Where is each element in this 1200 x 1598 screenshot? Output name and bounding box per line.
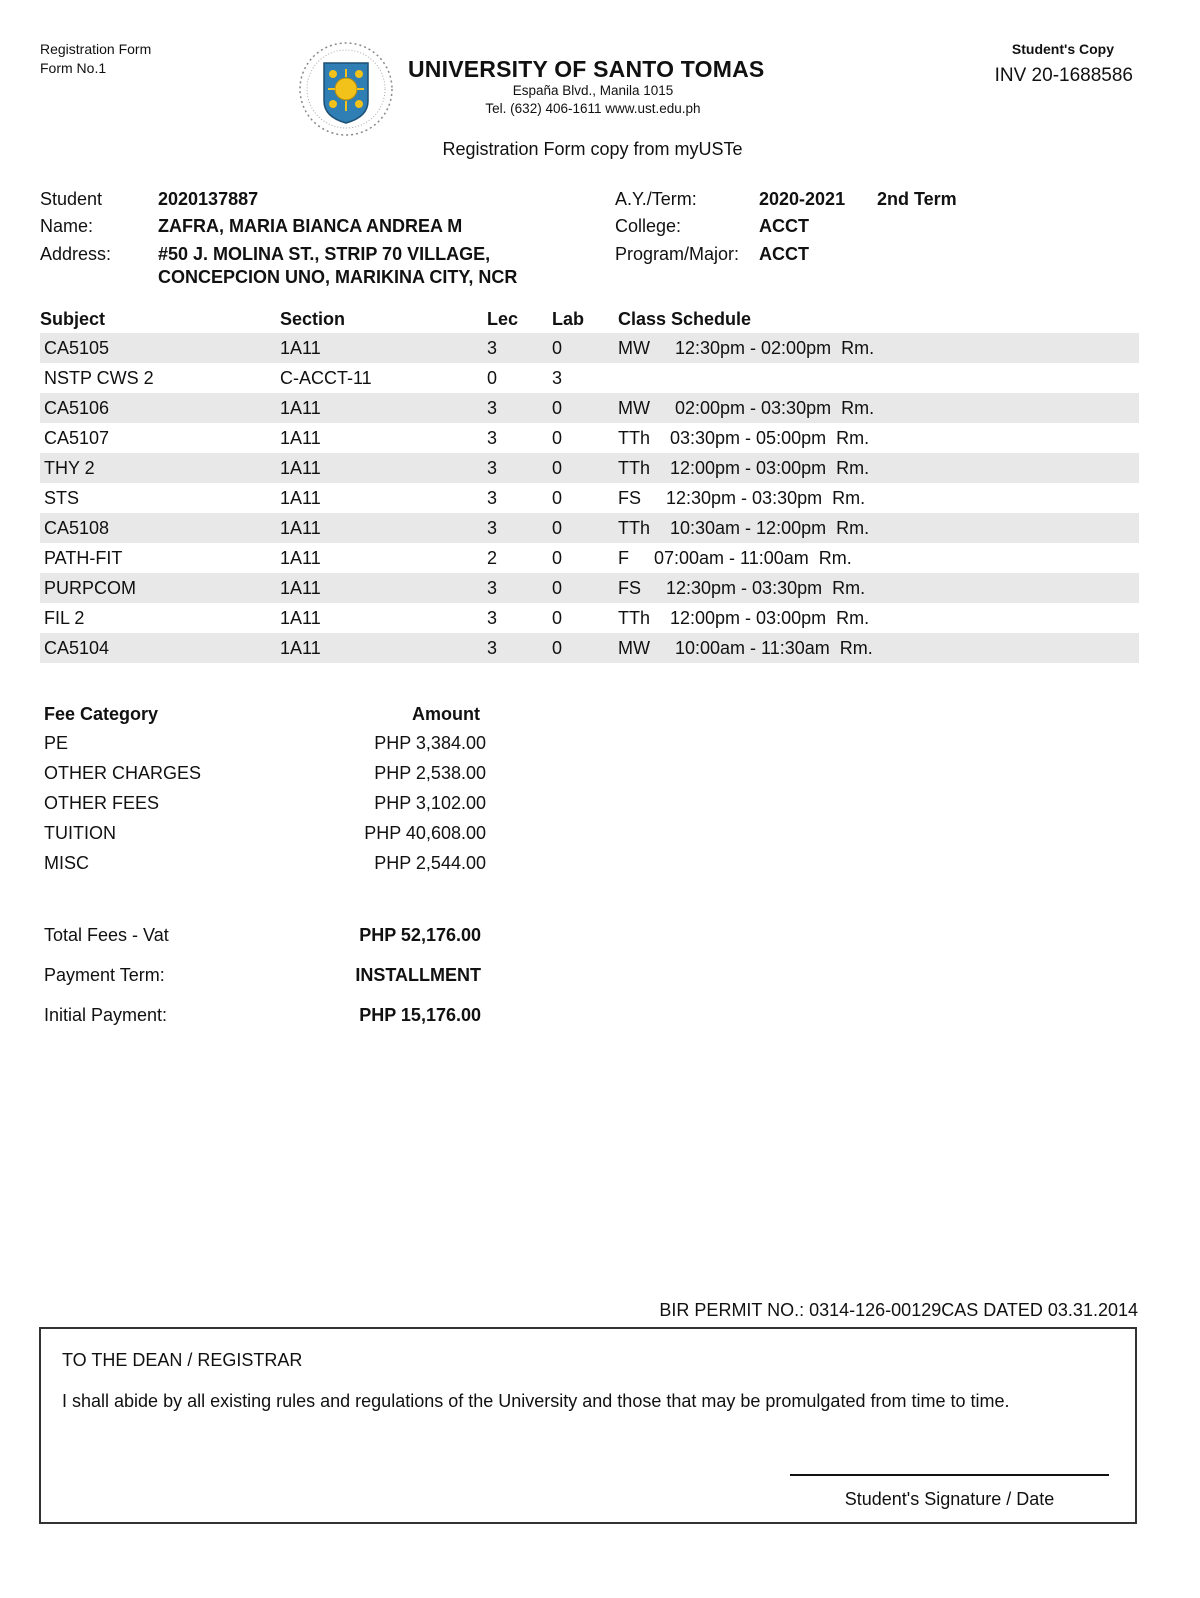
fee-category: OTHER FEES: [44, 792, 160, 813]
lab-cell: 0: [552, 427, 563, 448]
copy-label: Student's Copy: [1011, 41, 1114, 57]
subjects-body: [40, 333, 1139, 663]
schedule-cell: TTh 12:00pm - 03:00pm Rm.: [618, 607, 870, 628]
schedule-cell: FS 12:30pm - 03:30pm Rm.: [618, 487, 866, 508]
schedule-cell: [618, 363, 1139, 393]
program: ACCT: [759, 244, 809, 264]
student-name-label: Name:: [40, 216, 94, 236]
initial-payment-label: Initial Payment:: [44, 1005, 168, 1025]
fee-row: [44, 758, 486, 788]
fee-category: TUITION: [44, 822, 116, 843]
fee-amount-header: Amount: [412, 703, 480, 724]
lec-cell: 3: [487, 633, 552, 663]
fees-header-row: [44, 700, 486, 728]
academic-year: 2020-2021: [759, 189, 846, 209]
section-cell: 1A11: [280, 393, 487, 423]
schedule-column-header: Class Schedule: [618, 308, 752, 329]
college: ACCT: [759, 216, 809, 236]
bir-permit: BIR PERMIT NO.: 0314-126-00129CAS DATED 03.31.2014: [659, 1300, 1138, 1320]
student-address-line1: #50 J. MOLINA ST., STRIP 70 VILLAGE,: [158, 244, 491, 264]
declaration-addressee: TO THE DEAN / REGISTRAR: [62, 1350, 303, 1370]
payment-term-label: Payment Term:: [44, 965, 165, 985]
subject-row: [40, 393, 1139, 423]
schedule-cell: MW 10:00am - 11:30am Rm.: [618, 633, 1139, 663]
subject-cell: PATH-FIT: [44, 547, 123, 568]
subject-row: [40, 573, 1139, 603]
fees-table: [44, 700, 486, 878]
student-address-line2: CONCEPCION UNO, MARIKINA CITY, NCR: [158, 267, 518, 287]
lab-cell: 0: [552, 633, 618, 663]
subject-row: [40, 363, 1139, 393]
lab-cell: 3: [552, 367, 563, 388]
lab-cell: 0: [552, 607, 563, 628]
academic-term: 2nd Term: [877, 189, 957, 209]
signature-label: Student's Signature / Date: [844, 1489, 1055, 1509]
student-address-label: Address:: [40, 244, 112, 264]
total-fees-label: Total Fees - Vat: [44, 925, 169, 945]
subject-row: [40, 513, 1139, 543]
schedule-cell: MW 02:00pm - 03:30pm Rm.: [618, 393, 1139, 423]
section-cell: 1A11: [280, 427, 321, 448]
subject-cell: PURPCOM: [40, 573, 280, 603]
lab-cell: 0: [552, 547, 563, 568]
lec-cell: 3: [487, 487, 498, 508]
student-id-label: Student: [40, 189, 103, 209]
section-cell: 1A11: [280, 573, 487, 603]
lec-cell: 3: [487, 427, 498, 448]
schedule-cell: TTh 03:30pm - 05:00pm Rm.: [618, 427, 870, 448]
university-name: UNIVERSITY OF SANTO TOMAS: [408, 56, 765, 82]
subject-row: [40, 423, 1139, 453]
schedule-cell: FS 12:30pm - 03:30pm Rm.: [618, 573, 1139, 603]
fee-category-header: Fee Category: [44, 703, 159, 724]
lab-cell: 0: [552, 333, 618, 363]
fee-row: [44, 788, 486, 818]
subject-cell: CA5104: [40, 633, 280, 663]
section-cell: 1A11: [280, 333, 487, 363]
lec-cell: 3: [487, 453, 552, 483]
lab-cell: 0: [552, 453, 618, 483]
section-cell: 1A11: [280, 607, 321, 628]
schedule-cell: F 07:00am - 11:00am Rm.: [618, 547, 852, 568]
payment-term: INSTALLMENT: [355, 965, 481, 985]
university-seal-icon: [298, 41, 394, 137]
academic-year-label: A.Y./Term:: [615, 189, 697, 209]
subjects-header-row: [40, 305, 1139, 333]
initial-payment: PHP 15,176.00: [359, 1005, 481, 1025]
subject-row: [40, 603, 1139, 633]
subject-row: [40, 453, 1139, 483]
fee-row: [44, 848, 486, 878]
subject-cell: CA5108: [40, 513, 280, 543]
university-contact: Tel. (632) 406-1611 www.ust.edu.ph: [485, 101, 701, 116]
subject-cell: CA5105: [40, 333, 280, 363]
lec-cell: 3: [487, 513, 552, 543]
lec-cell: 0: [487, 367, 498, 388]
section-column-header: Section: [280, 308, 346, 329]
lab-cell: 0: [552, 487, 563, 508]
lab-cell: 0: [552, 513, 618, 543]
subject-column-header: Subject: [40, 308, 106, 329]
schedule-cell: TTh 10:30am - 12:00pm Rm.: [618, 513, 1139, 543]
student-id: 2020137887: [158, 189, 259, 209]
subject-row: [40, 333, 1139, 363]
university-address: España Blvd., Manila 1015: [512, 83, 674, 98]
signature-line: [790, 1474, 1109, 1476]
subject-cell: NSTP CWS 2: [44, 367, 154, 388]
invoice-number: INV 20-1688586: [994, 65, 1133, 86]
lec-cell: 3: [487, 573, 552, 603]
subject-cell: FIL 2: [44, 607, 85, 628]
lab-cell: 0: [552, 393, 618, 423]
fee-category: OTHER CHARGES: [44, 762, 202, 783]
lec-cell: 2: [487, 547, 498, 568]
section-cell: 1A11: [280, 513, 487, 543]
fee-category: MISC: [44, 852, 89, 873]
schedule-cell: TTh 12:00pm - 03:00pm Rm.: [618, 453, 1139, 483]
subjects-table: [40, 305, 1139, 663]
lec-column-header: Lec: [487, 308, 519, 329]
subject-cell: THY 2: [40, 453, 280, 483]
fee-amount: PHP 3,384.00: [374, 732, 486, 753]
lab-column-header: Lab: [552, 308, 585, 329]
college-label: College:: [615, 216, 682, 236]
subject-cell: STS: [44, 487, 80, 508]
fee-category: PE: [44, 732, 69, 753]
fee-amount: PHP 3,102.00: [374, 792, 486, 813]
lec-cell: 3: [487, 393, 552, 423]
section-cell: 1A11: [280, 547, 321, 568]
fees-body: [44, 728, 486, 878]
declaration-text: I shall abide by all existing rules and regulations of the University and those that may be promulgated from time to time.: [62, 1391, 1010, 1411]
subject-cell: CA5107: [44, 427, 110, 448]
fee-row: [44, 728, 486, 758]
lec-cell: 3: [487, 333, 552, 363]
student-name: ZAFRA, MARIA BIANCA ANDREA M: [158, 216, 463, 236]
fee-amount: PHP 40,608.00: [364, 822, 486, 843]
section-cell: 1A11: [280, 487, 321, 508]
form-title: Registration Form: [40, 41, 152, 57]
subject-row: [40, 483, 1139, 513]
subject-cell: CA5106: [40, 393, 280, 423]
form-number: Form No.1: [40, 60, 107, 76]
total-fees: PHP 52,176.00: [359, 925, 481, 945]
subject-row: [40, 633, 1139, 663]
fee-amount: PHP 2,538.00: [374, 762, 486, 783]
subject-row: [40, 543, 1139, 573]
fee-row: [44, 818, 486, 848]
lec-cell: 3: [487, 607, 498, 628]
lab-cell: 0: [552, 573, 618, 603]
form-subtitle: Registration Form copy from myUSTe: [442, 139, 743, 159]
fee-amount: PHP 2,544.00: [374, 852, 486, 873]
program-label: Program/Major:: [615, 244, 740, 264]
section-cell: 1A11: [280, 633, 487, 663]
section-cell: C-ACCT-11: [280, 367, 372, 388]
schedule-cell: MW 12:30pm - 02:00pm Rm.: [618, 333, 1139, 363]
form-header-left: [40, 40, 151, 78]
section-cell: 1A11: [280, 453, 487, 483]
